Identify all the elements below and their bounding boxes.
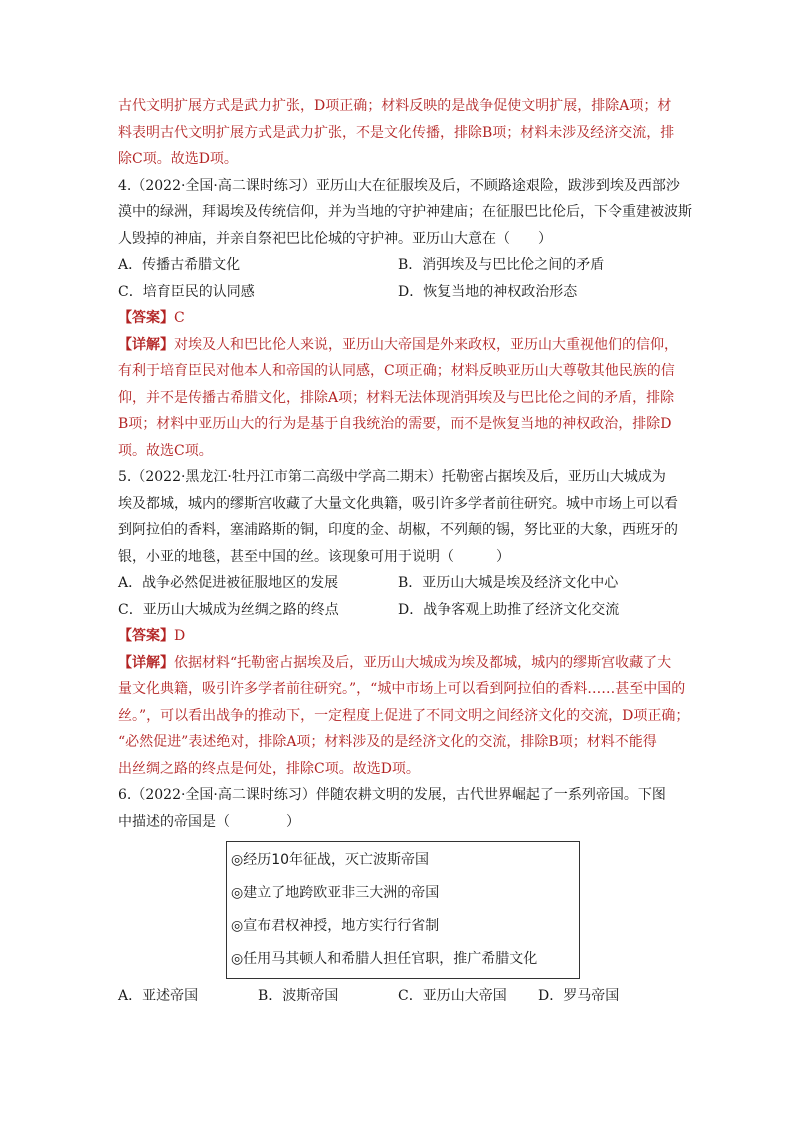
analysis-line: 出丝绸之路的终点是何处，排除C项。故选D项。 (118, 760, 420, 777)
analysis-line (118, 650, 680, 677)
question-stem-line: 银，小亚的地毯，甚至中国的丝。该现象可用于说明（ ） (118, 548, 510, 565)
answer-label: 【答案】 (118, 310, 174, 326)
analysis-line: B项；材料中亚历山大的行为是基于自我统治的需要，而不是恢复当地的神权政治，排除D (118, 416, 672, 432)
answer-value: D (174, 628, 186, 644)
question-stem-line: 中描述的帝国是（ ） (118, 813, 300, 830)
question-stem-line: 漠中的绿洲，拜谒埃及传统信仰，并为当地的守护神建庙；在征服巴比伦后，下令重建被波斯 (118, 204, 692, 220)
question-stem-line: 6.（2022·全国·高二课时练习）伴随农耕文明的发展，古代世界崛起了一系列帝国。下图 (118, 787, 666, 803)
options-row (118, 570, 680, 597)
option-b: B．波斯帝国 (258, 988, 339, 1004)
analysis-line: 丝。”，可以看出战争的推动下，一定程度上促进了不同文明之间经济文化的交流，D项正确； (118, 707, 690, 724)
answer-label: 【答案】 (118, 628, 174, 644)
analysis-line: 古代文明扩展方式是武力扩张，D项正确；材料反映的是战争促使文明扩展，排除A项；材 (118, 98, 672, 114)
analysis-text: 对埃及人和巴比伦人来说，亚历山大帝国是外来政权，亚历山大重视他们的信仰， (174, 336, 678, 353)
question-stem-line: 人毁掉的神庙，并亲自祭祀巴比伦城的守护神。亚历山大意在（ ） (118, 230, 552, 247)
analysis-line: “必然促进”表述绝对，排除A项；材料涉及的是经济文化的交流，排除B项；材料不能得 (118, 734, 657, 750)
option-a: A．亚述帝国 (118, 988, 199, 1004)
options-row (118, 983, 680, 1010)
question-stem-line: 埃及都城，城内的缪斯宫收藏了大量文化典籍，吸引许多学者前往研究。城中市场上可以看 (118, 495, 678, 512)
material-box (226, 841, 580, 979)
material-item: ◎宣布君权神授，地方实行行省制 (231, 918, 440, 934)
analysis-label: 【详解】 (118, 336, 174, 353)
option-b: B．消弭埃及与巴比伦之间的矛盾 (398, 257, 605, 273)
question-6 (118, 782, 680, 1010)
answer-line (118, 623, 680, 650)
option-c: C．培育臣民的认同感 (118, 283, 255, 300)
options-row (118, 252, 680, 279)
analysis-text: 依据材料 (174, 654, 230, 671)
analysis-line: 量文化典籍，吸引许多学者前往研究。”，“城中市场上可以看到阿拉伯的香料……甚至中国的 (118, 681, 686, 697)
material-item: ◎任用马其顿人和希腊人担任官职，推广希腊文化 (231, 951, 538, 967)
document-page (118, 93, 692, 1010)
question-stem-line: 4.（2022·全国·高二课时练习）亚历山大在征服埃及后，不顾路途艰险，跋涉到埃及西部沙 (118, 177, 680, 194)
question-stem-line: 5.（2022·黑龙江·牡丹江市第二高级中学高二期末）托勒密占据埃及后，亚历山大城成为 (118, 469, 666, 485)
option-b: B．亚历山大城是埃及经济文化中心 (398, 575, 619, 591)
material-item: ◎经历10年征战，灭亡波斯帝国 (231, 852, 430, 868)
option-c: C．亚历山大帝国 (398, 988, 507, 1004)
options-row (118, 279, 680, 306)
analysis-quote: “托勒密占据埃及后，亚历山大城成为埃及都城，城内的缪斯宫收藏了大 (230, 654, 672, 671)
analysis-label: 【详解】 (118, 654, 174, 671)
question-4 (118, 173, 692, 465)
analysis-line (118, 332, 680, 359)
option-a: A．传播古希腊文化 (118, 257, 241, 273)
analysis-line: 有利于培育臣民对他本人和帝国的认同感，C项正确；材料反映亚历山大尊敬其他民族的信 (118, 363, 675, 379)
analysis-line: 料表明古代文明扩展方式是武力扩张，不是文化传播，排除B项；材料未涉及经济交流，排 (118, 124, 675, 141)
analysis-line: 仰，并不是传播古希腊文化，排除A项；材料无法体现消弭埃及与巴比伦之间的矛盾，排除 (118, 389, 675, 406)
answer-line (118, 305, 680, 332)
option-c: C．亚历山大城成为丝绸之路的终点 (118, 601, 339, 618)
option-d: D．恢复当地的神权政治形态 (398, 283, 578, 300)
question-5 (118, 464, 690, 782)
options-row (118, 597, 680, 624)
answer-value: C (174, 310, 185, 326)
option-a: A．战争必然促进被征服地区的发展 (118, 575, 339, 591)
option-d: D．战争客观上助推了经济文化交流 (398, 601, 620, 618)
question-stem-line: 到阿拉伯的香料，塞浦路斯的铜，印度的金、胡椒，不列颠的锡，努比亚的大象，西班牙的 (118, 522, 678, 538)
analysis-line: 除C项。故选D项。 (118, 151, 238, 167)
analysis-line: 项。故选C项。 (118, 442, 213, 459)
material-item: ◎建立了地跨欧亚非三大洲的帝国 (231, 885, 440, 901)
previous-analysis (118, 93, 680, 173)
option-d: D．罗马帝国 (538, 988, 620, 1004)
